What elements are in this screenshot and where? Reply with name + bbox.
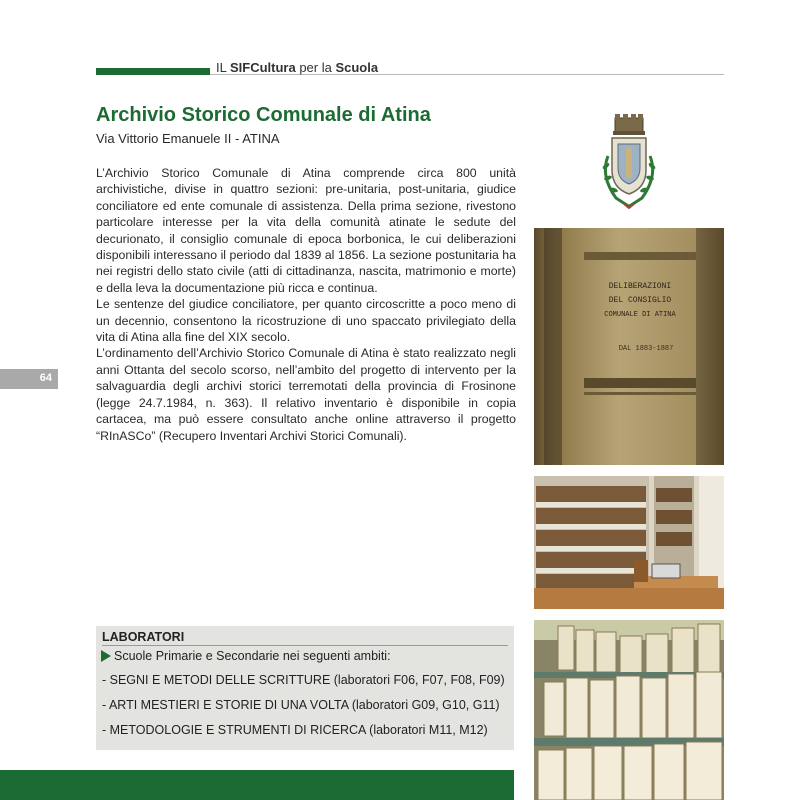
register-label-line4: DAL 1883-1887 xyxy=(618,345,674,353)
laboratori-box xyxy=(96,626,514,750)
laboratori-item: - METODOLOGIE E STRUMENTI DI RICERCA (laboratori M11, M12) xyxy=(102,723,488,737)
archive-register-photo xyxy=(534,228,724,465)
paragraph: Le sentenze del giudice conciliatore, per quanto circoscritte a poco meno di un decennio, consentono la ricostruzione di uno spaccato privilegiato della vita di Atina alla fine del XIX secolo. xyxy=(96,297,516,345)
page-title: Archivio Storico Comunale di Atina xyxy=(96,104,431,126)
footer-bar xyxy=(0,770,514,800)
page-number-tab xyxy=(0,369,58,389)
address: Via Vittorio Emanuele II - ATINA xyxy=(96,131,280,146)
register-label-line3: COMUNALE DI ATINA xyxy=(604,311,676,319)
header-accent-bar xyxy=(96,68,210,75)
library-shelves-illustration xyxy=(534,476,724,609)
laboratori-intro-text: Scuole Primarie e Secondarie nei seguenti ambiti: xyxy=(114,649,391,663)
triangle-bullet-icon xyxy=(101,650,111,662)
laboratori-item: - SEGNI E METODI DELLE SCRITTURE (laboratori F06, F07, F08, F09) xyxy=(102,673,505,687)
laboratori-rule xyxy=(102,645,508,646)
page-number: 64 xyxy=(39,372,52,384)
header-middle: per la xyxy=(295,60,336,75)
register-label-line2: DEL CONSIGLIO xyxy=(608,296,672,305)
laboratori-intro xyxy=(101,649,391,663)
library-room-photo xyxy=(534,476,724,609)
paragraph: L’ordinamento dell’Archivio Storico Comunale di Atina è stato realizzato negli anni Ottanta del secolo scorso, nell’ambito del progetto di intervento per la salvaguardia degli archivi storici terremotati della provincia di Frosinone (legge 24.7.1984, n. 363). Il relativo inventario è disponibile in copia cartacea, ma può essere consultato anche online attraverso il progetto “RInASCo” (Recupero Inventari Archivi Storici Comunali). xyxy=(96,346,516,443)
coat-of-arms-emblem xyxy=(594,112,664,210)
archive-shelves-photo xyxy=(534,620,724,800)
laboratori-item: - ARTI MESTIERI E STORIE DI UNA VOLTA (laboratori G09, G10, G11) xyxy=(102,698,500,712)
article-body xyxy=(96,165,516,444)
running-header xyxy=(216,60,378,75)
paragraph: L’Archivio Storico Comunale di Atina comprende circa 800 unità archivistiche, divise in quattro sezioni: pre-unitaria, post-unitaria, giudice conciliatore ed ente comunale di assistenza. Della prima sezione, rivestono particolare interesse per la vita della comunità atinate le sedute del decurionato, il consiglio comunale di epoca borbonica, le cui deliberazioni disponibili interessano il periodo dal 1839 al 1856. La sezione postunitaria ha nei registri dello stato civile (atti di cittadinanza, nascita, matrimonio e morte) e della leva la documentazione più ricca e continua. xyxy=(96,166,516,295)
header-brand: SIFCultura xyxy=(229,60,296,75)
register-label-line1: DELIBERAZIONI xyxy=(608,282,672,291)
laboratori-title: LABORATORI xyxy=(102,630,185,644)
header-prefix: IL xyxy=(216,60,230,75)
header-section: Scuola xyxy=(335,60,379,75)
register-book-illustration xyxy=(534,228,724,465)
shelved-registers-illustration xyxy=(534,620,724,800)
